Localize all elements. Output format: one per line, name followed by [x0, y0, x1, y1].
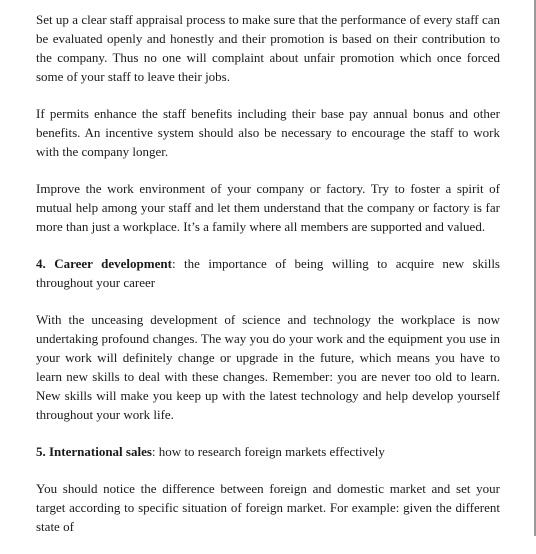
document-page [36, 10, 500, 554]
heading-international-sales [36, 442, 500, 461]
heading-text: : the importance of being willing to acquire new skills throughout your career [36, 256, 500, 290]
paragraph-foreign-market [36, 479, 500, 536]
paragraph-text: With the unceasing development of science and technology the workplace is now undertaking profound changes. The way you do your work and the equipment you use in your work will definitely change or upgrade in the future, which means you have to learn new skills to deal with these changes. Remember: you are never too old to learn. New skills will make you keep up with the latest technology and help develop yourself throughout your work life. [36, 312, 500, 422]
paragraph-text: Improve the work environment of your company or factory. Try to foster a spirit of mutual help among your staff and let them understand that the company or factory is far more than just a workplace. It’s a family where all members are supported and valued. [36, 181, 500, 234]
paragraph-appraisal [36, 10, 500, 86]
paragraph-text: Set up a clear staff appraisal process to make sure that the performance of every staff can be evaluated openly and honestly and their promotion is based on their contribution to the company. Thus no one will complaint about unfair promotion which once forced some of your staff to leave their jobs. [36, 12, 500, 84]
heading-text: : how to research foreign markets effectively [151, 444, 385, 459]
paragraph-text: You should notice the difference between foreign and domestic market and set your target according to specific situation of foreign market. For example: given the different state of [36, 481, 500, 534]
heading-term: 4. Career development [36, 256, 172, 271]
heading-career-development [36, 254, 500, 292]
paragraph-environment [36, 179, 500, 236]
paragraph-text: If permits enhance the staff benefits including their base pay annual bonus and other benefits. An incentive system should also be necessary to encourage the staff to work with the company longer. [36, 106, 500, 159]
paragraph-new-skills [36, 310, 500, 424]
heading-term: 5. International sales [36, 444, 152, 459]
paragraph-benefits [36, 104, 500, 161]
